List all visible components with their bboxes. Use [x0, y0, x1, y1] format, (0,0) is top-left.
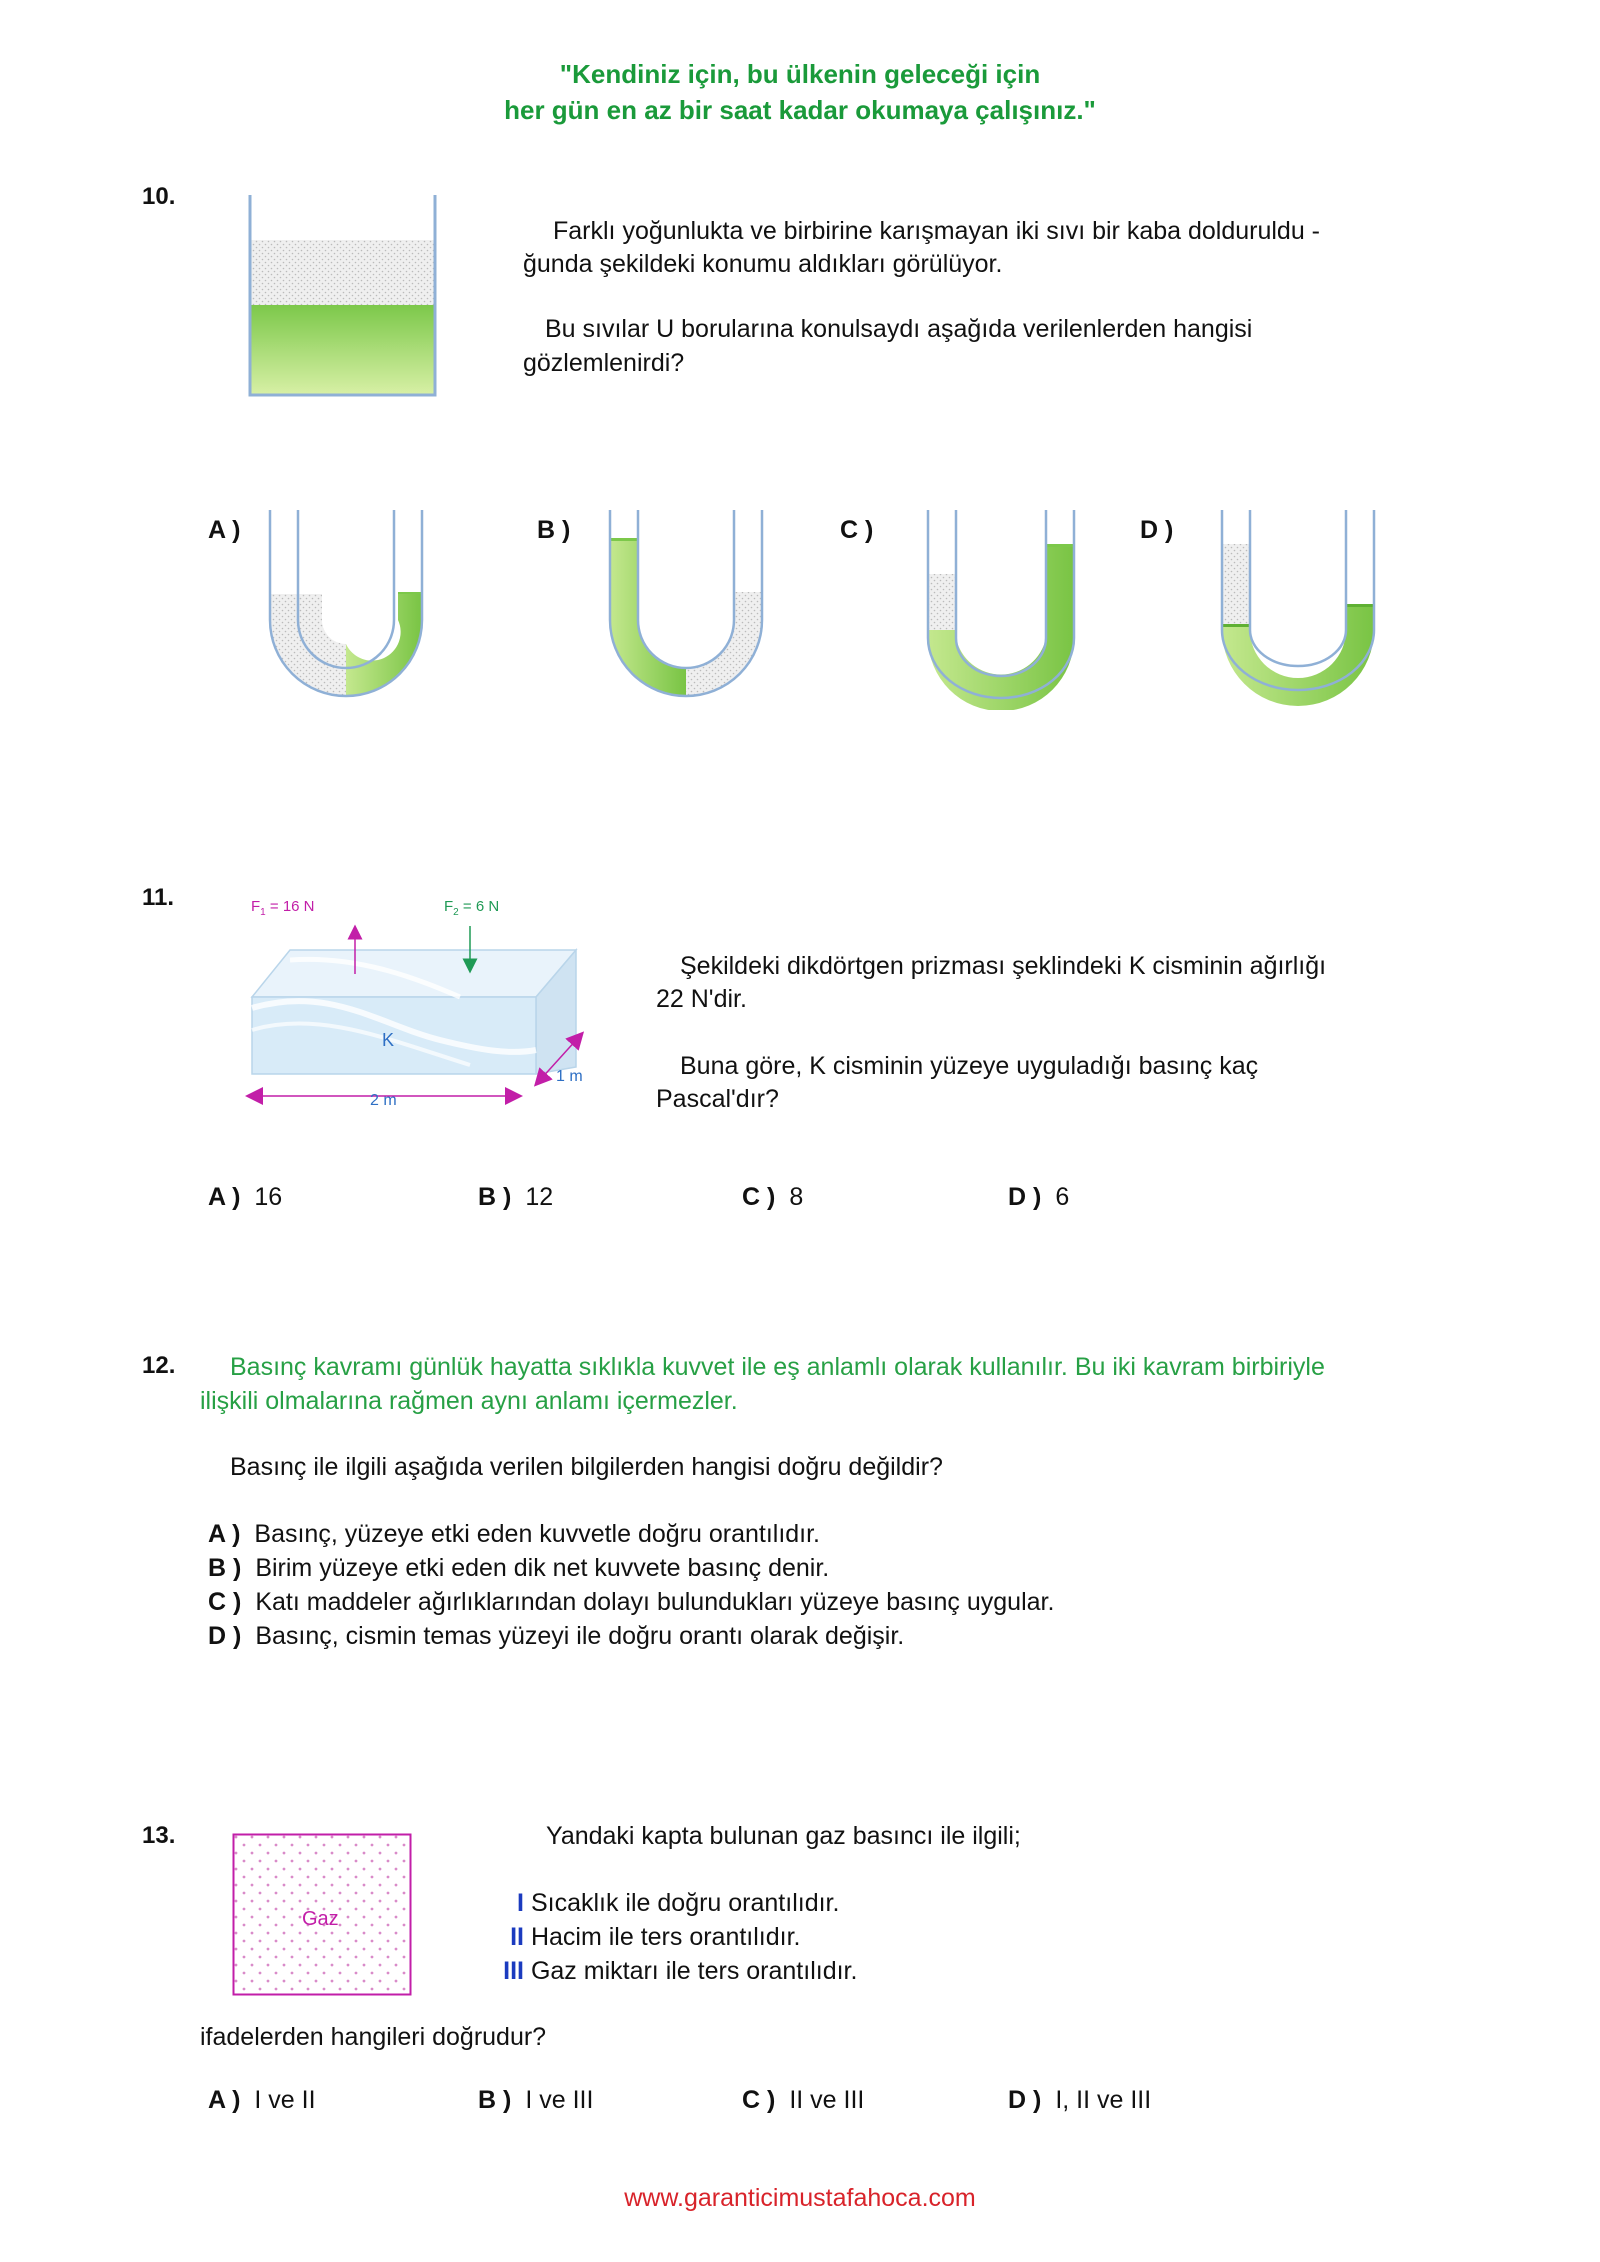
f1-label: $F_1 = 16$ N — [251, 898, 315, 918]
footer-url-link[interactable]: www.garanticimustafahoca.com — [624, 2184, 976, 2212]
q11-option-c-text: 8 — [789, 1183, 804, 1211]
q10-text-line4: gözlemlenirdi? — [523, 349, 685, 377]
q10-option-d[interactable] — [1140, 516, 1187, 545]
q11-option-c[interactable] — [742, 1183, 803, 1212]
q10-container-figure — [240, 195, 445, 405]
q11-option-b[interactable] — [478, 1183, 553, 1212]
q13-option-c-label: C ) — [742, 2086, 776, 2114]
q11-option-a-text: 16 — [254, 1183, 283, 1211]
q11-number: 11. — [142, 884, 175, 911]
length-label: 2 m — [370, 1092, 397, 1109]
q13-option-d-text: I, II ve III — [1055, 2086, 1152, 2114]
q12-option-c-text: Katı maddeler ağırlıklarından dolayı bulundukları yüzeye basınç uygular. — [255, 1588, 1055, 1616]
q12-option-d-text: Basınç, cismin temas yüzeyi ile doğru orantı olarak değişir. — [255, 1622, 905, 1650]
q10-option-b-label: B ) — [537, 516, 571, 544]
q10-option-a-utube — [260, 510, 445, 710]
q11-option-a[interactable] — [208, 1183, 282, 1212]
q13-gas-box — [232, 1833, 414, 1998]
q11-option-d-text: 6 — [1055, 1183, 1070, 1211]
q11-option-d[interactable] — [1008, 1183, 1069, 1212]
k-label: K — [382, 1030, 395, 1050]
header-quote-line1: "Kendiniz için, bu ülkenin geleceği için — [559, 59, 1041, 89]
q11-text-line4: Pascal'dır? — [656, 1085, 779, 1113]
q13-statement-iii-text: Gaz miktarı ile ters orantılıdır. — [530, 1957, 858, 1985]
q13-option-b-text: I ve III — [525, 2086, 594, 2114]
q13-option-c-text: II ve III — [789, 2086, 865, 2114]
q12-option-b-label: B ) — [208, 1554, 242, 1582]
q10-option-c-utube — [918, 510, 1103, 710]
q10-number: 10. — [142, 183, 176, 210]
q13-statement-i-text: Sıcaklık ile doğru orantılıdır. — [530, 1889, 840, 1917]
f2-label: $F_2 = 6$ N — [444, 898, 500, 918]
q12-option-c-label: C ) — [208, 1588, 242, 1616]
q12-option-b-text: Birim yüzeye etki eden dik net kuvvete basınç denir. — [255, 1554, 830, 1582]
q12-question: Basınç ile ilgili aşağıda verilen bilgilerden hangisi doğru değildir? — [230, 1453, 943, 1481]
q10-option-d-label: D ) — [1140, 516, 1174, 544]
q11-option-b-text: 12 — [525, 1183, 554, 1211]
gas-label: Gaz — [302, 1908, 339, 1930]
q11-text-line3: Buna göre, K cisminin yüzeye uyguladığı basınç kaç — [680, 1052, 1259, 1080]
roman-iii: III — [503, 1957, 524, 1985]
roman-i: I — [517, 1889, 524, 1917]
q12-intro-line1: Basınç kavramı günlük hayatta sıklıkla kuvvet ile eş anlamlı olarak kullanılır. Bu iki kavram birbiriyle — [230, 1353, 1325, 1381]
q13-option-a-label: A ) — [208, 2086, 241, 2114]
q10-text-line3: Bu sıvılar U borularına konulsaydı aşağıda verilenlerden hangisi — [545, 315, 1253, 343]
header-quote-line2: her gün en az bir saat kadar okumaya çalışınız." — [504, 95, 1096, 125]
q10-text-line1: Farklı yoğunlukta ve birbirine karışmayan iki sıvı bir kaba dolduruldu - — [553, 217, 1321, 245]
q13-option-d-label: D ) — [1008, 2086, 1042, 2114]
q12-option-a[interactable] — [208, 1520, 820, 1549]
q10-option-b[interactable] — [537, 516, 584, 545]
depth-label: 1 m — [556, 1068, 583, 1085]
q13-statement-ii-text: Hacim ile ters orantılıdır. — [530, 1923, 801, 1951]
q10-option-d-utube — [1212, 510, 1397, 710]
q13-statement-i — [504, 1886, 839, 1920]
q10-option-a[interactable] — [208, 516, 254, 545]
q12-number: 12. — [142, 1352, 176, 1379]
q13-statement-iii — [476, 1954, 857, 1988]
q11-prism-figure — [240, 880, 620, 1120]
q11-option-c-label: C ) — [742, 1183, 776, 1211]
q13-option-a-text: I ve II — [254, 2086, 316, 2114]
q13-statement-ii — [490, 1920, 800, 1954]
q11-text-line1: Şekildeki dikdörtgen prizması şeklindeki K cisminin ağırlığı — [680, 952, 1327, 980]
q11-option-d-label: D ) — [1008, 1183, 1042, 1211]
roman-ii: II — [510, 1923, 524, 1951]
q12-option-b[interactable] — [208, 1554, 829, 1583]
q12-option-d-label: D ) — [208, 1622, 242, 1650]
q13-option-d[interactable] — [1008, 2086, 1151, 2115]
q12-option-d[interactable] — [208, 1622, 904, 1651]
q13-question: ifadelerden hangileri doğrudur? — [200, 2023, 547, 2051]
q10-option-c[interactable] — [840, 516, 887, 545]
q13-option-b-label: B ) — [478, 2086, 512, 2114]
q11-text-line2: 22 N'dir. — [656, 985, 747, 1013]
q13-number: 13. — [142, 1822, 176, 1849]
q10-option-a-label: A ) — [208, 516, 241, 544]
q13-option-a[interactable] — [208, 2086, 316, 2115]
q10-option-c-label: C ) — [840, 516, 874, 544]
q13-intro: Yandaki kapta bulunan gaz basıncı ile ilgili; — [546, 1822, 1021, 1850]
q12-option-a-label: A ) — [208, 1520, 241, 1548]
q10-text-line2: ğunda şekildeki konumu aldıkları görülüyor. — [523, 250, 1003, 278]
q10-option-b-utube — [600, 510, 785, 710]
q11-option-a-label: A ) — [208, 1183, 241, 1211]
q12-intro-line2: ilişkili olmalarına rağmen aynı anlamı içermezler. — [200, 1387, 738, 1415]
q13-option-c[interactable] — [742, 2086, 864, 2115]
q13-option-b[interactable] — [478, 2086, 593, 2115]
q12-option-a-text: Basınç, yüzeye etki eden kuvvetle doğru orantılıdır. — [254, 1520, 821, 1548]
q11-option-b-label: B ) — [478, 1183, 512, 1211]
q12-option-c[interactable] — [208, 1588, 1054, 1617]
